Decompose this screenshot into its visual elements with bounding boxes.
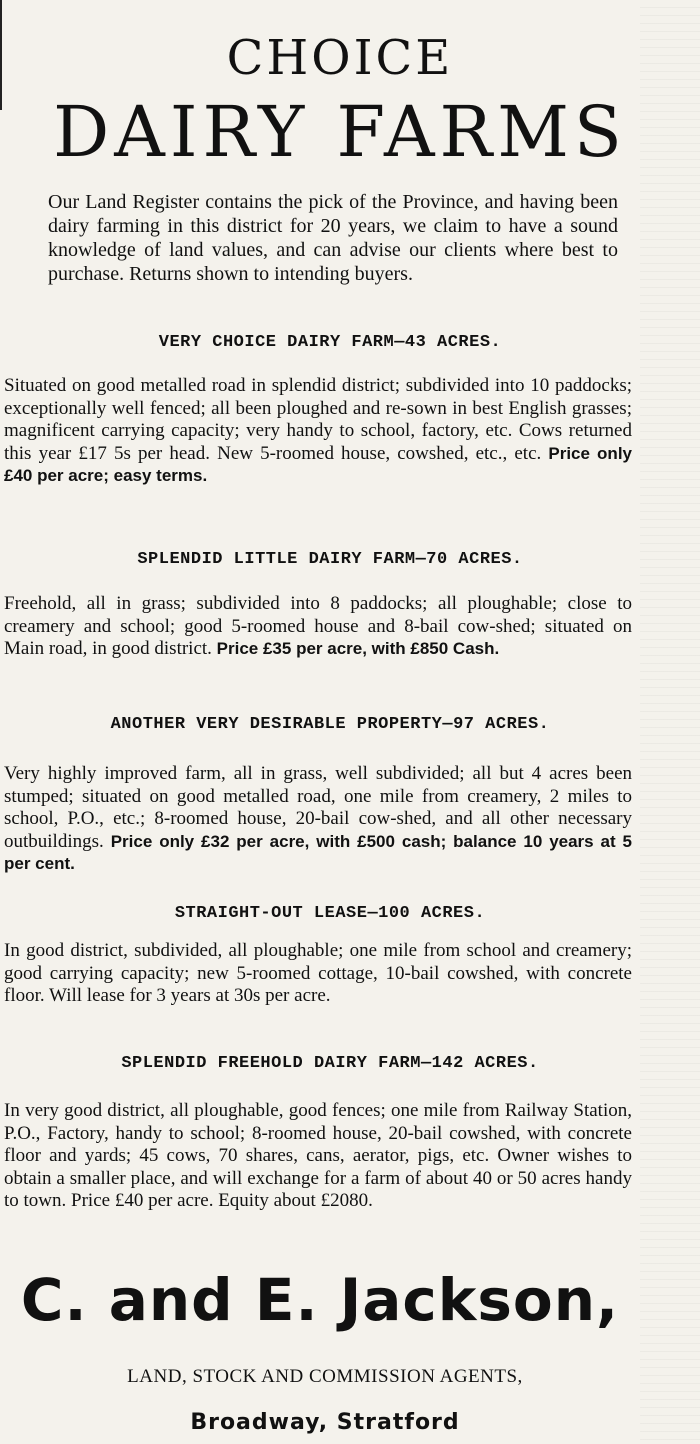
firm-name: C. and E. Jackson, (20, 1266, 620, 1334)
listing-4-heading: STRAIGHT-OUT LEASE—100 ACRES. (174, 904, 486, 923)
agents-line: LAND, STOCK AND COMMISSION AGENTS, (127, 1366, 523, 1387)
listing-2-description: Freehold, all in grass; subdivided into 8 paddocks; all ploughable; close to creamery and school; good 5-roomed house and 8-bail cow-shed; situated on Main road, in good district. (4, 593, 632, 659)
intro-paragraph: Our Land Register contains the pick of the Province, and having been dairy farming in this district for 20 years, we claim to have a sound knowledge of land values, and can advise our clients where best to purchase. Returns shown to intending buyers. (48, 191, 618, 285)
listing-1-heading: VERY CHOICE DAIRY FARM—43 ACRES. (158, 333, 502, 352)
listing-3-description: Very highly improved farm, all in grass, well subdivided; all but 4 acres been stumped; situated on good metalled road, one mile from creamery, 2 miles to school, P.O., etc.; 8-roomed house, 20-bail cow-shed, and all other necessary outbuildings. (4, 763, 632, 852)
title-dairy-farms: DAIRY FARMS (53, 91, 627, 173)
listing-1-price: Price only £40 per acre; easy terms. (4, 443, 632, 485)
listing-3-heading: ANOTHER VERY DESIRABLE PROPERTY—97 ACRES. (110, 715, 550, 734)
listing-5-heading: SPLENDID FREEHOLD DAIRY FARM—142 ACRES. (121, 1054, 539, 1073)
listing-3-price: Price only £32 per acre, with £500 cash; balance 10 years at 5 per cent. (4, 831, 632, 873)
address-line: Broadway, Stratford (190, 1410, 460, 1435)
title-choice: CHOICE (226, 30, 454, 86)
listing-4-text: In good district, subdivided, all ploughable; one mile from school and creamery; good carrying capacity; new 5-roomed cottage, 10-bail cowshed, with concrete floor. Will lease for 3 years at 30s per acre. (4, 940, 632, 1006)
listing-2-text (4, 593, 632, 661)
listing-1-text (4, 375, 632, 488)
listing-2-heading: SPLENDID LITTLE DAIRY FARM—70 ACRES. (137, 550, 523, 569)
listing-1-description: Situated on good metalled road in splendid district; subdivided into 10 paddocks; exceptionally well fenced; all been ploughed and re-sown in best English grasses; magnificent carrying capacity; very handy to school, factory, etc. Cows returned this year £17 5s per head. New 5-roomed house, cowshed, etc., etc. (4, 375, 632, 464)
listing-5-text: In very good district, all ploughable, good fences; one mile from Railway Station, P.O., Factory, handy to school; 8-roomed house, 20-bail cowshed, with concrete floor and yards; 45 cows, 70 shares, cans, aerator, pigs, etc. Owner wishes to obtain a smaller place, and will exchange for a farm of about 40 or 50 acres handy to town. Price £40 per acre. Equity about £2080. (4, 1100, 632, 1211)
listing-3-text (4, 763, 632, 876)
listing-2-price: Price £35 per acre, with £850 Cash. (216, 639, 500, 658)
